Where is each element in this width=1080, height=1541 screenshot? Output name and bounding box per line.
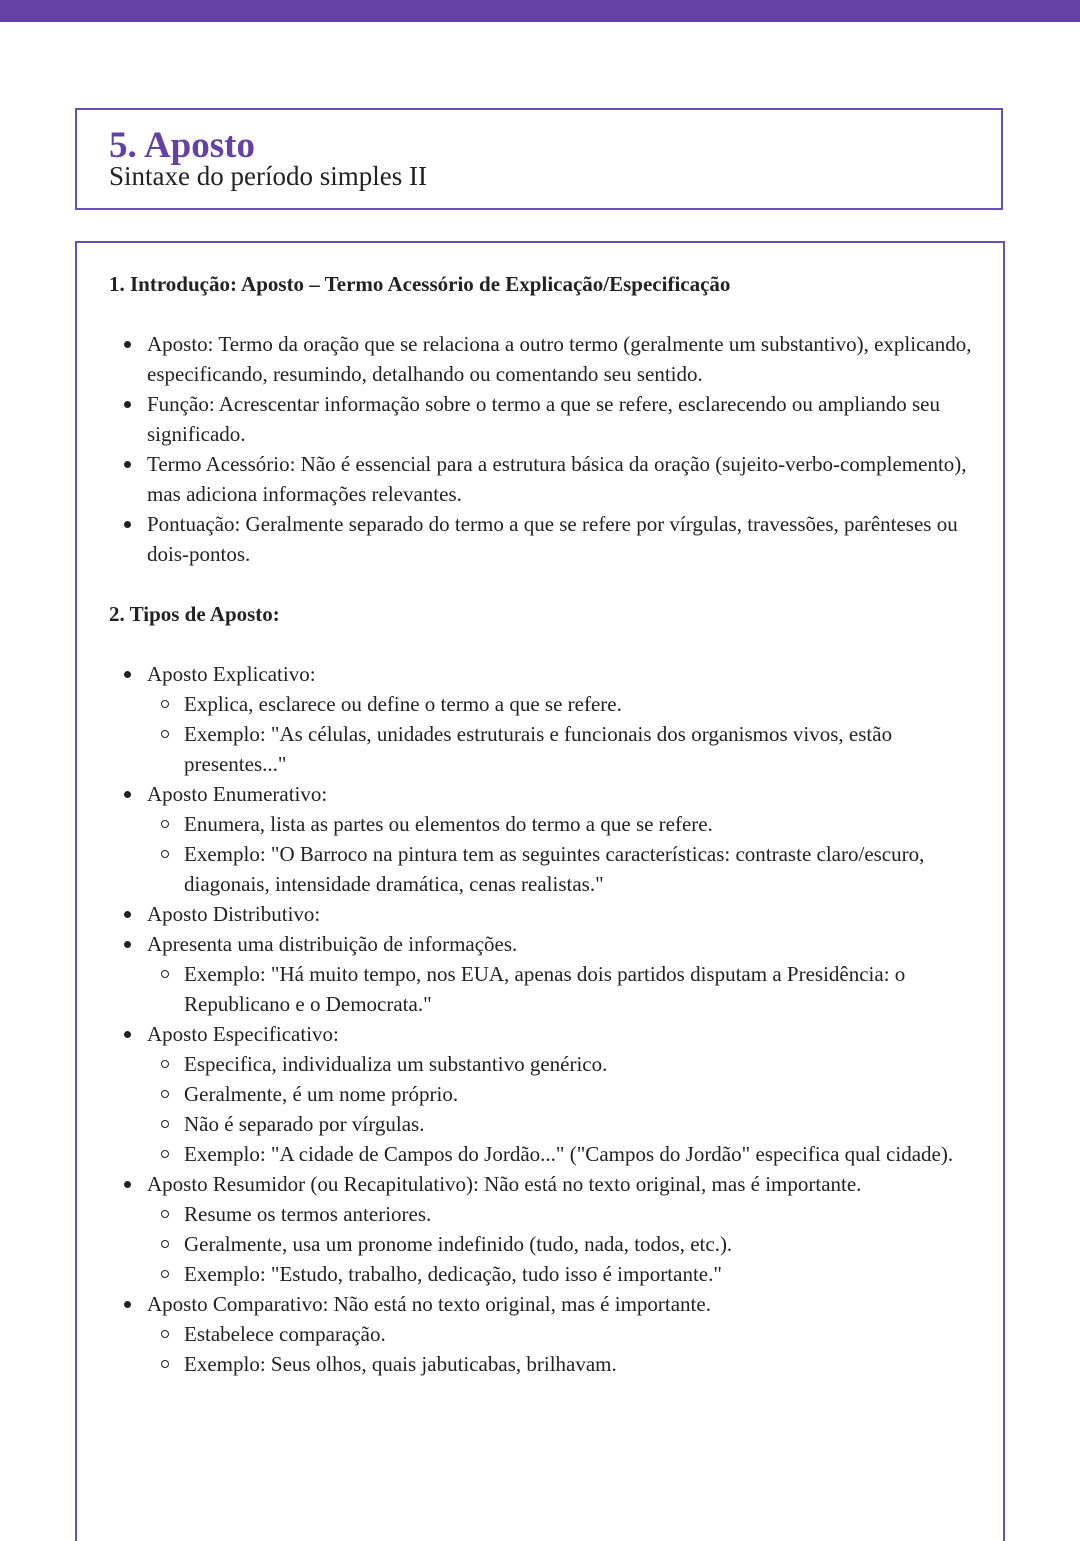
- list-item: [147, 899, 979, 929]
- title-box: [75, 108, 1003, 210]
- sub-list-item: Enumera, lista as partes ou elementos do termo a que se refere.: [184, 809, 979, 839]
- content-body: [109, 269, 979, 1409]
- list-item: [147, 329, 979, 389]
- sub-list-item: Exemplo: "Estudo, trabalho, dedicação, tudo isso é importante.": [184, 1259, 979, 1289]
- list-item: [147, 659, 979, 779]
- sub-list-item: Explica, esclarece ou define o termo a que se refere.: [184, 689, 979, 719]
- section-heading: 1. Introdução: Aposto – Termo Acessório de Explicação/Especificação: [109, 272, 731, 296]
- list-item-text: Termo Acessório: Não é essencial para a estrutura básica da oração (sujeito-verbo-complemento), mas adiciona informações relevantes.: [147, 452, 967, 506]
- sub-list-item: Estabelece comparação.: [184, 1319, 979, 1349]
- list-item-text: Pontuação: Geralmente separado do termo a que se refere por vírgulas, travessões, parênteses ou dois-pontos.: [147, 512, 958, 566]
- sub-bullet-list: [147, 689, 979, 779]
- sub-list-item: Especifica, individualiza um substantivo genérico.: [184, 1049, 979, 1079]
- list-item: [147, 929, 979, 1019]
- list-item: [147, 1289, 979, 1379]
- sub-list-item: Exemplo: "A cidade de Campos do Jordão..." ("Campos do Jordão" especifica qual cidade).: [184, 1139, 979, 1169]
- list-item: [147, 779, 979, 899]
- sub-list-item: Geralmente, é um nome próprio.: [184, 1079, 979, 1109]
- list-item-text: Função: Acrescentar informação sobre o termo a que se refere, esclarecendo ou ampliando seu significado.: [147, 392, 940, 446]
- list-item-text: Apresenta uma distribuição de informações.: [147, 932, 518, 956]
- sub-list-item: Exemplo: "O Barroco na pintura tem as seguintes características: contraste claro/escuro, diagonais, intensidade dramática, cenas realistas.": [184, 839, 979, 899]
- bullet-list: [109, 659, 979, 1379]
- sub-bullet-list: [147, 959, 979, 1019]
- sub-list-item: Não é separado por vírgulas.: [184, 1109, 979, 1139]
- list-item: [147, 1019, 979, 1169]
- page-subtitle: Sintaxe do período simples II: [109, 161, 427, 191]
- list-item-text: Aposto Comparativo: Não está no texto original, mas é importante.: [147, 1292, 711, 1316]
- bullet-list: [109, 329, 979, 569]
- list-item-text: Aposto Distributivo:: [147, 902, 321, 926]
- list-item: [147, 449, 979, 509]
- list-item: [147, 509, 979, 569]
- list-item: [147, 389, 979, 449]
- content-box: [75, 241, 1005, 1541]
- sub-list-item: Exemplo: Seus olhos, quais jabuticabas, brilhavam.: [184, 1349, 979, 1379]
- sub-bullet-list: [147, 1049, 979, 1169]
- section-heading: 2. Tipos de Aposto:: [109, 602, 280, 626]
- list-item-text: Aposto: Termo da oração que se relaciona a outro termo (geralmente um substantivo), explicando, especificando, resumindo, detalhando ou comentando seu sentido.: [147, 332, 972, 386]
- sub-list-item: Geralmente, usa um pronome indefinido (tudo, nada, todos, etc.).: [184, 1229, 979, 1259]
- sub-bullet-list: [147, 1199, 979, 1289]
- list-item-text: Aposto Explicativo:: [147, 662, 316, 686]
- sub-bullet-list: [147, 809, 979, 899]
- sub-list-item: Exemplo: "Há muito tempo, nos EUA, apenas dois partidos disputam a Presidência: o Republicano e o Democrata.": [184, 959, 979, 1019]
- top-accent-bar: [0, 0, 1080, 22]
- sub-list-item: Resume os termos anteriores.: [184, 1199, 979, 1229]
- sub-list-item: Exemplo: "As células, unidades estruturais e funcionais dos organismos vivos, estão presentes...": [184, 719, 979, 779]
- page-title: 5. Aposto: [109, 125, 255, 166]
- list-item-text: Aposto Especificativo:: [147, 1022, 339, 1046]
- sub-bullet-list: [147, 1319, 979, 1379]
- list-item-text: Aposto Enumerativo:: [147, 782, 328, 806]
- list-item: [147, 1169, 979, 1289]
- list-item-text: Aposto Resumidor (ou Recapitulativo): Não está no texto original, mas é importante.: [147, 1172, 862, 1196]
